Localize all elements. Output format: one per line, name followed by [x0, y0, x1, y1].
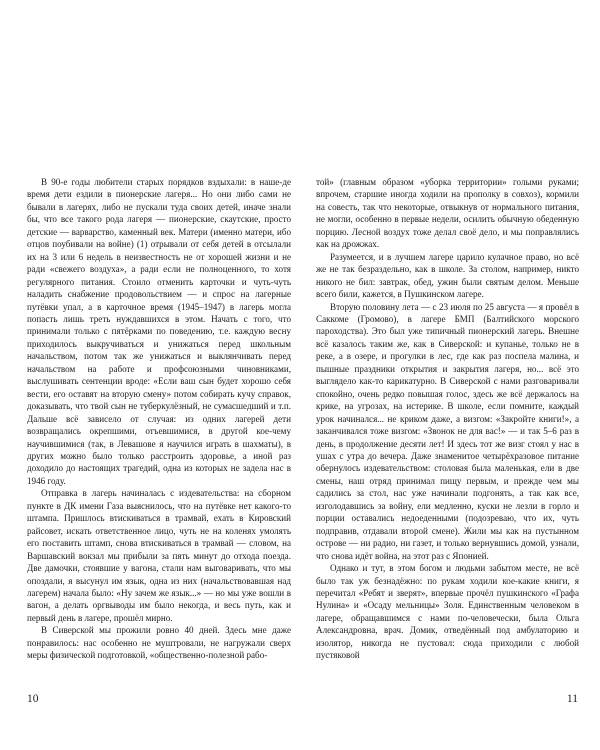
left-page-text [27, 176, 291, 662]
paragraph: Однако и тут, в этом богом и людьми забытом месте, не всё было так уж безнадёжно: по рукам ходили кое-какие книги, я перечитал «Ребят и зверят», впервые прочёл пушкинского «Графа Нулина» и «Осаду мельницы» Золя. Единственным человеком в лагере, обращавшимся с нами по-человечески, была Ольга Александровна, врач. Домик, отведённый под амбулаторию и изолятор, никогда не пустовал: сюда приходили с любой пустяковой [316, 563, 579, 661]
paragraph: Разумеется, и в лучшем лагере царило кулачное право, но всё же не так безраздельно, как в школе. За столом, например, никто никого не бил: завтрак, обед, ужин были святым делом. Меньше всего били, кажется, в Пушкинском лагере. [316, 251, 579, 300]
page-number-right: 11 [566, 693, 578, 705]
paragraph: Отправка в лагерь начиналась с издевательства: на сборном пункте в ДК имени Газа выяснилось, что на путёвке нет какого-то штампа. Пришлось втискиваться в трамвай, ехать в Кировский райсовет, искать ответственное лицо, чуть не на коленях умолять его поставить штамп, снова втискиваться в трамвай — словом, на Варшавский вокзал мы прибыли за пять минут до отхода поезда. Две дамочки, стоявшие у вагона, стали нам выговаривать, что мы опоздали, я высунул им язык, одна из них (начальствовавшая над лагерем) начала было: «Ну зачем же язык...» — но мы уже вошли в вагон, а делать оргвыводы им было некогда, и весь путь, как и первый день в лагере, прошёл мирно. [27, 488, 291, 623]
paragraph: Вторую половину лета — с 23 июля по 25 августа — я провёл в Саккоме (Громово), в лагере БМП (Балтийского морского пароходства). Это был уже типичный пионерский лагерь. Внешне всё казалось таким же, как в Сиверской: и купанье, только не в реке, а в озере, и прогулки в лес, где как раз поспела малина, и пышные праздники открытия и закрытия лагеря, но... всё это выглядело как-то карикатурно. В Сиверской с нами разговаривали спокойно, очень редко повышая голос, здесь же всё держалось на крике, на угрозах, на истерике. В школе, если помните, каждый урок начинался... не криком даже, а визгом: «Закройте книги!», а заканчивался тоже визгом: «Звонок не для вас!» — и так 5–6 раз в день, в продолжение десяти лет! И здесь тот же визг стоял у нас в ушах с утра до вечера. Даже знаменитое четырёхразовое питание обернулось издевательством: столовая была маленькая, ели в две смены, наш отряд принимал пищу первым, и прежде чем мы садились за стол, нас уже начинали подгонять, а так как все, изголодавшись за войну, ели медленно, куски не лезли в горло и порции оставались недоеденными (подозреваю, что их, чуть подправив, отдавали второй смене). Жили мы как на пустынном острове — ни радио, ни газет, и только вернувшись домой, узнали, что снова идёт война, на этот раз с Японией. [316, 301, 579, 561]
paragraph: В 90-е годы любители старых порядков вздыхали: в наше-де время дети ездили в пионерские лагеря... Но они либо сами не бывали в лагерях, либо не пускали туда своих детей, иначе знали бы, что все такого рода лагеря — пионерские, скаутские, просто детские — варварство, каменный век. Матери (именно матери, ибо отцов поубивали на войне) (1) отрывали от себя детей в отсылали их на 3 или 6 недель в неизвестность не от хорошей жизни и не ради «свежего воздуха», а ради если не полноценного, то хотя регулярного питания. Стоило отменить карточки и чуть-чуть наладить снабжение продовольствием — и спрос на лагерные путёвки упал, а в карточное время (1945–1947) в лагерь могла попасть лишь треть нуждавшихся в этом. Начать с того, что принимали только с пятёрками по поведению, т.е. каждую весну приходилось выкручиваться и унижаться перед школьным начальством, потом так же унижаться и выклянчивать перед начальством на работе и профсоюзными чиновниками, выслушивать сентенции вроде: «Если ваш сын будет хорошо себя вести, его оставят на вторую смену» потом собирать кучу справок, доказывать, что твой сын не туберкулёзный, не сумасшедший и т.п. Дальше всё зависело от случая: из одних лагерей дети возвращались окрепшими, отъевшимися, в другой кое-чему научившимися (так, в Левашове я научился играть в шахматы), в других можно было только расстроить здоровье, а иной раз доходило до настоящих трагедий, одна из которых не задела нас в 1946 году. [27, 177, 291, 486]
page-number-left: 10 [27, 693, 39, 705]
paragraph-continuation: той» (главным образом «уборка территории» голыми руками; впрочем, старшие иногда ходили на прополку в совхоз), кормили на совесть, так что некоторые, отвыкнув от нормального питания, не могли, особенно в первые недели, осилить обычную обеденную порцию. Лесной воздух тоже делал своё дело, и мы поправлялись как на дрожжах. [316, 177, 579, 250]
paragraph: В Сиверской мы прожили ровно 40 дней. Здесь мне даже понравилось: нас особенно не муштровали, не нагружали сверх меры физической подготовкой, «общественно-полезной рабо- [27, 625, 291, 661]
right-page-text [316, 176, 579, 662]
